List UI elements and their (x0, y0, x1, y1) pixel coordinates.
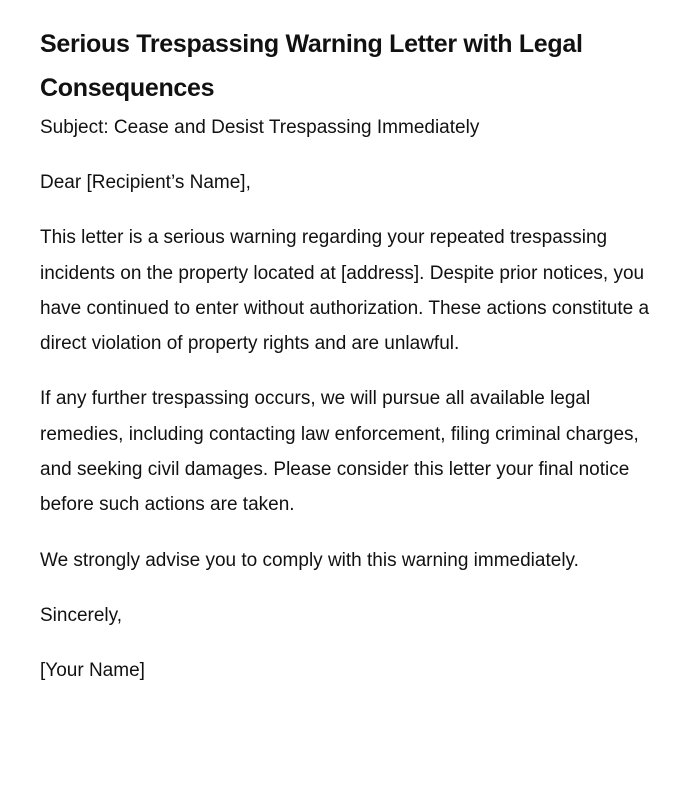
letter-paragraph-consequences: If any further trespassing occurs, we will pursue all available legal remedies, including contacting law enforcement, filing criminal charges, and seeking civil damages. Please consider this letter your final notice before such actions are taken. (40, 388, 639, 516)
letter-signature: [Your Name] (40, 660, 145, 682)
letter-title: Serious Trespassing Warning Letter with Legal Consequences (40, 30, 583, 102)
letter-closing: Sincerely, (40, 604, 123, 626)
letter-salutation: Dear [Recipient’s Name], (40, 172, 251, 193)
letter-subject: Subject: Cease and Desist Trespassing Immediately (40, 117, 480, 138)
letter-paragraph-warning: This letter is a serious warning regarding your repeated trespassing incidents on the property located at [address]. Despite prior notices, you have continued to enter without authorization. These actions constitute a direct violation of property rights and are unlawful. (40, 227, 650, 355)
letter-paragraph-advice: We strongly advise you to comply with this warning immediately. (40, 549, 579, 571)
